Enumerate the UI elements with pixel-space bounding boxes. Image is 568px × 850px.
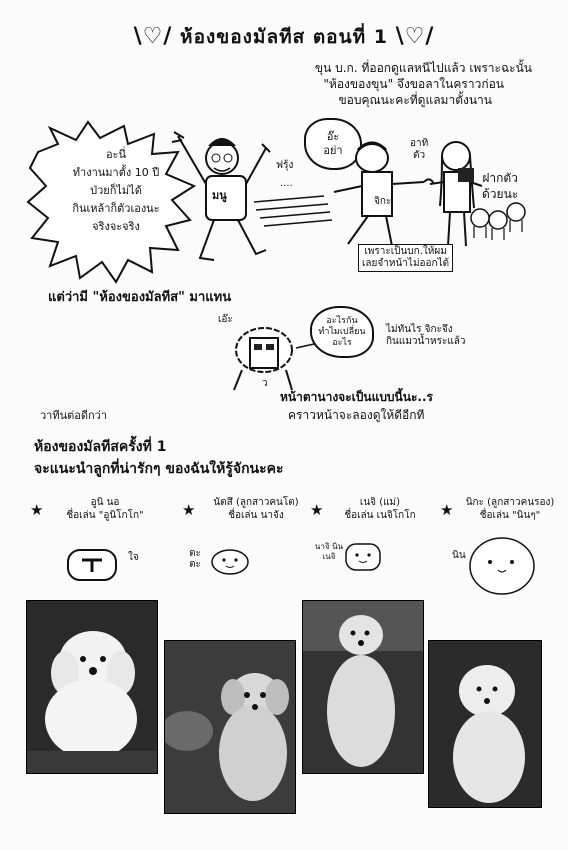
dog-name-line: นิกะ (ลูกสาวคนรอง) xyxy=(465,497,555,508)
dog-photo xyxy=(302,600,424,774)
doodle-mini-text: ใจ xyxy=(128,552,139,563)
dog-intro-3 xyxy=(310,497,440,521)
dog-photo xyxy=(164,640,296,814)
dog-doodle-face xyxy=(344,540,384,574)
speech-line: อย่า xyxy=(323,144,343,157)
replacement-text: แต่ว่ามี "ห้องของมัลทีส" มาแทน xyxy=(48,290,232,305)
intro-line: "ห้องของขุน" จึงขอลาในคราวก่อน xyxy=(323,77,504,91)
scene2-caption-2: คราวหน้าจะลองดูให้ดีอีกที xyxy=(288,408,425,422)
dog-photo-figure xyxy=(27,601,157,773)
speech-line: อ๊ะ xyxy=(326,130,340,143)
speech-line: อะไร xyxy=(332,337,352,348)
heart-icon: \♡/ xyxy=(133,24,173,49)
speech-line: อะนี่ xyxy=(105,148,127,161)
ellipsis-text: .... xyxy=(280,178,293,189)
speech-line: อะไรกัน xyxy=(326,315,358,326)
dog-name-line: นัตสึ (ลูกสาวคนโต) xyxy=(213,497,299,508)
dog-name-line: เนจิ (แม่) xyxy=(359,497,401,508)
label-line: ตัว xyxy=(413,150,426,161)
speech-line: ทำไมเปลี่ยน xyxy=(318,326,366,337)
title-text: ห้องของมัลทีส ตอนที่ 1 xyxy=(180,26,388,48)
caption-under-scene xyxy=(358,244,453,272)
dog-doodle-face xyxy=(468,536,538,596)
dog-photo xyxy=(428,640,542,808)
star-icon: ★ xyxy=(310,501,324,519)
page-title xyxy=(0,22,568,52)
dog-nickname-line: ชื่อเล่น "อูนิโกโก" xyxy=(66,510,144,521)
doodle-mini-text: ตะ ตะ xyxy=(189,548,201,570)
speech-line: กินเหล้าก็ตัวเองนะ xyxy=(72,202,160,215)
doodle-mini-text: นิน xyxy=(452,550,466,561)
speech-line: ทำงานมาตั้ง 10 ปี xyxy=(72,166,160,179)
caption-line: เพราะเป็นบก.ให้ผม xyxy=(364,246,447,257)
fly-sound-text: ฟรุ้ง xyxy=(276,160,294,171)
dog-photo-figure xyxy=(165,641,295,813)
dog-name-line: อูนิ นอ xyxy=(90,497,120,508)
label-line: ด้วยนะ xyxy=(482,187,519,201)
star-icon: ★ xyxy=(440,501,454,519)
star-icon: ★ xyxy=(182,501,196,519)
star-icon: ★ xyxy=(30,501,44,519)
dog-greeting-label xyxy=(482,170,518,202)
speech-line: ป่วยก็ไม่ได้ xyxy=(90,184,142,197)
dog-name-block xyxy=(200,496,312,522)
speech-line: จริงจะจริง xyxy=(92,220,140,233)
intro-line: ขอบคุณนะคะที่ดูแลมาตั้งนาน xyxy=(338,93,492,107)
exclaim-text: เอ๊ะ xyxy=(218,314,233,325)
doodle-mini-text: นาจิ นิน เนจิ xyxy=(314,542,344,561)
pull-label: จิกะ xyxy=(374,196,392,207)
dog-intro-1 xyxy=(30,497,170,521)
dog-name-block xyxy=(50,496,160,522)
side-note xyxy=(386,324,466,348)
intro-line: ขุน บ.ก. ที่ออกดูแลหนีไปแล้ว เพราะฉะนั้น xyxy=(314,61,532,75)
heart-icon: \♡/ xyxy=(395,24,435,49)
label-line: อาทิ xyxy=(410,138,429,149)
section-subheading: จะแนะนำลูกที่น่ารักๆ ของฉันให้รู้จักนะคะ xyxy=(34,461,284,477)
sequel-text: วาทีนต่อดีกว่า xyxy=(40,409,108,422)
dog-doodle-face xyxy=(66,548,122,582)
dog-photo-figure xyxy=(429,641,541,807)
dog-intro-2 xyxy=(182,497,322,521)
section-heading: ห้องของมัลทีสครั้งที่ 1 xyxy=(34,439,167,455)
note-line: กินแมวน้ำหระแล้ว xyxy=(386,336,466,347)
intro-text xyxy=(202,60,532,108)
dog-photo xyxy=(26,600,158,774)
note-line: ไม่ทันไร จิกะจึง xyxy=(386,324,453,335)
dog-nickname-line: ชื่อเล่น "นินๆ" xyxy=(479,510,541,521)
dog-nickname-line: ชื่อเล่น นาจัง xyxy=(228,510,284,521)
dog-doodle-face xyxy=(210,548,254,578)
girl-label xyxy=(410,138,428,162)
speech-left-text xyxy=(56,146,176,236)
dog-photo-figure xyxy=(303,601,423,773)
number-mark: ว xyxy=(262,378,268,389)
flying-man-drawing xyxy=(170,118,290,268)
shirt-label: มนู xyxy=(212,189,227,202)
dog-intro-4 xyxy=(440,497,564,521)
dog-name-block xyxy=(330,496,430,522)
dog-nickname-line: ชื่อเล่น เนจิโกโก xyxy=(344,510,416,521)
speed-lines xyxy=(254,196,334,236)
caption-line: เลยจำหน้าไม่ออกได้ xyxy=(362,258,450,269)
scene2-caption-1: หน้าตานางจะเป็นแบบนี้นะ..ร xyxy=(280,390,433,404)
dog-name-block xyxy=(456,496,564,522)
label-line: ฝากตัว xyxy=(482,171,518,185)
scene2-speech-bubble xyxy=(310,306,374,358)
